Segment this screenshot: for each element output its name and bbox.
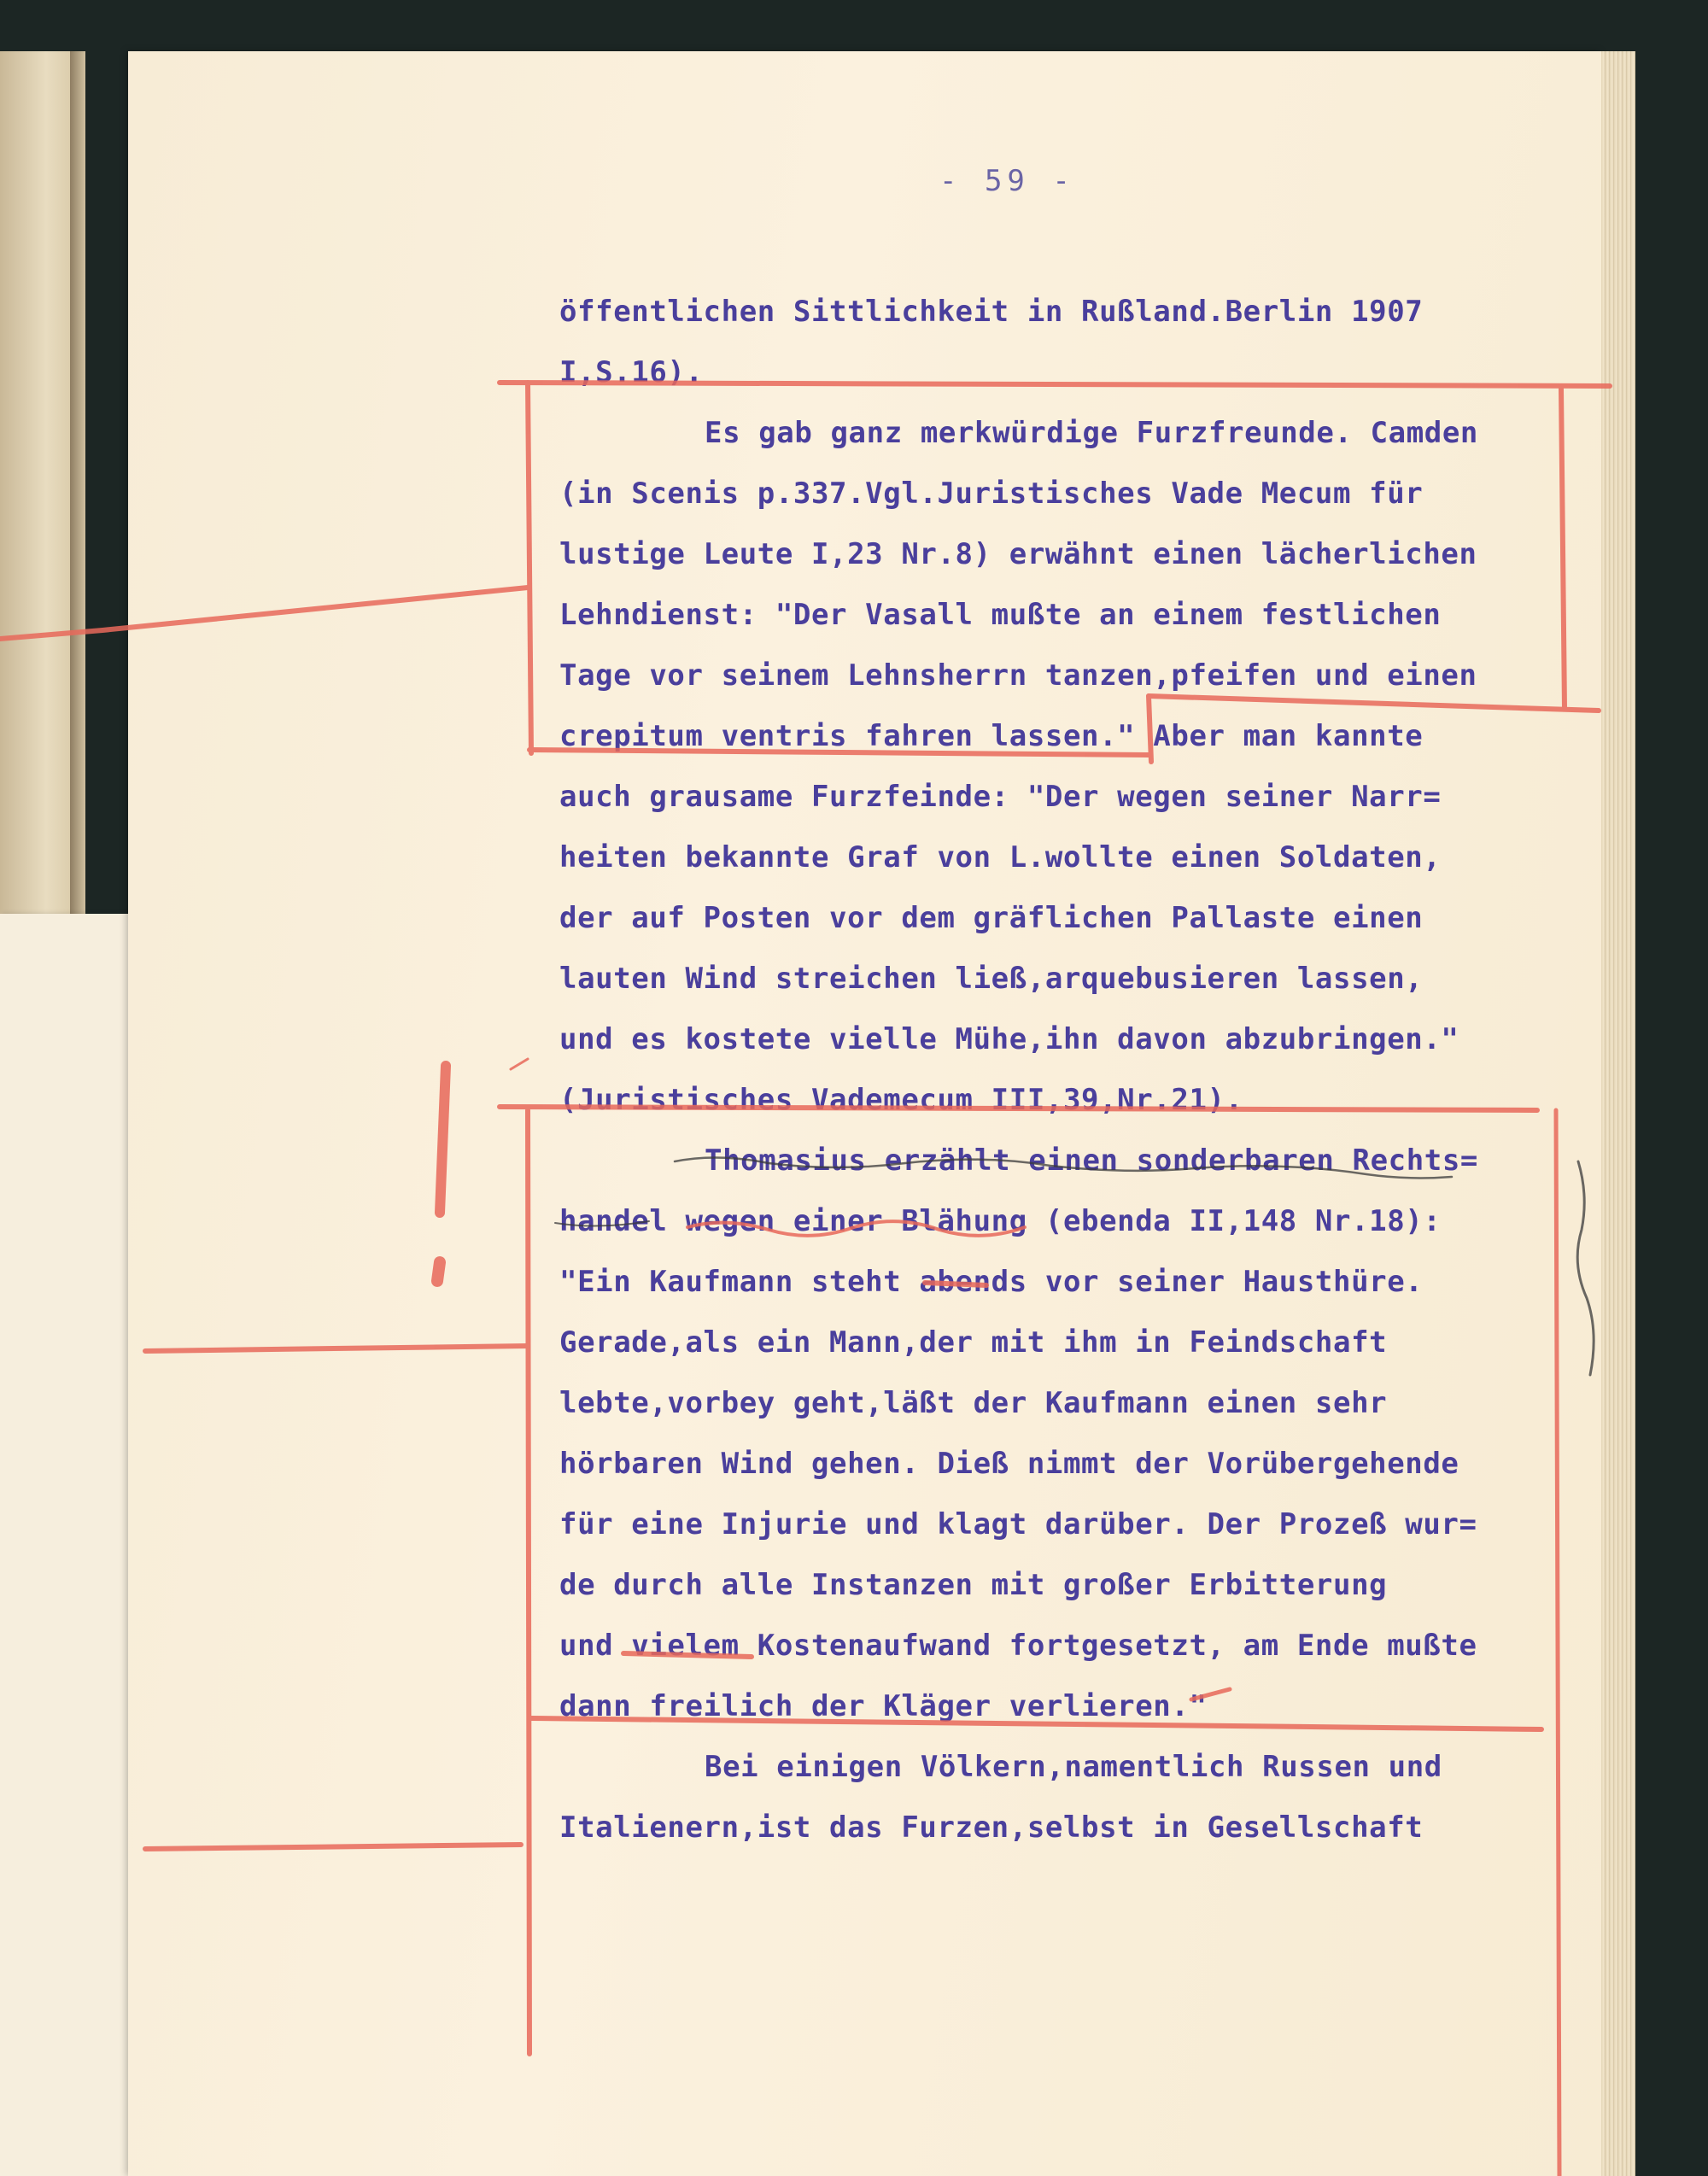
text-line: Bei einigen Völkern,namentlich Russen und [705, 1750, 1442, 1784]
text-line: Es gab ganz merkwürdige Furzfreunde. Camden [705, 416, 1478, 450]
text-line: handel wegen einer Blähung (ebenda II,148 Nr.18): [559, 1204, 1442, 1238]
text-line: für eine Injurie und klagt darüber. Der Prozeß wur= [559, 1507, 1477, 1541]
text-line: Thomasius erzählt einen sonderbaren Rechts= [705, 1144, 1478, 1178]
text-line: dann freilich der Kläger verlieren." [559, 1689, 1208, 1723]
page-number: - 59 - [939, 164, 1075, 198]
text-line: I,S.16). [559, 355, 704, 389]
text-line: und es kostete vielle Mühe,ihn davon abzubringen." [559, 1022, 1459, 1056]
typed-text-block [559, 282, 1516, 1858]
page-edges [1601, 51, 1635, 2176]
text-line: (Juristisches Vademecum III,39,Nr.21). [559, 1083, 1243, 1117]
text-line: heiten bekannte Graf von L.wollte einen Soldaten, [559, 840, 1442, 874]
text-line: Italienern,ist das Furzen,selbst in Gesellschaft [559, 1810, 1424, 1845]
text-line: Lehndienst: "Der Vasall mußte an einem festlichen [559, 598, 1442, 632]
text-line: "Ein Kaufmann steht abends vor seiner Hausthüre. [559, 1265, 1424, 1299]
text-line: (in Scenis p.337.Vgl.Juristisches Vade Mecum für [559, 477, 1424, 511]
text-line: und vielem Kostenaufwand fortgesetzt, am Ende mußte [559, 1629, 1477, 1663]
text-line: de durch alle Instanzen mit großer Erbitterung [559, 1568, 1388, 1602]
text-line: crepitum ventris fahren lassen." Aber man kannte [559, 719, 1424, 753]
text-line: Tage vor seinem Lehnsherrn tanzen,pfeifen und einen [559, 658, 1477, 693]
text-line: Gerade,als ein Mann,der mit ihm in Feindschaft [559, 1325, 1388, 1360]
text-line: lebte,vorbey geht,läßt der Kaufmann einen sehr [559, 1386, 1388, 1420]
text-line: öffentlichen Sittlichkeit in Rußland.Berlin 1907 [559, 295, 1424, 329]
text-line: auch grausame Furzfeinde: "Der wegen seiner Narr= [559, 780, 1442, 814]
text-line: der auf Posten vor dem gräflichen Pallaste einen [559, 901, 1424, 935]
text-line: lauten Wind streichen ließ,arquebusieren lassen, [559, 962, 1424, 996]
text-line: lustige Leute I,23 Nr.8) erwähnt einen lächerlichen [559, 537, 1477, 571]
text-line: hörbaren Wind gehen. Dieß nimmt der Vorübergehende [559, 1447, 1459, 1481]
